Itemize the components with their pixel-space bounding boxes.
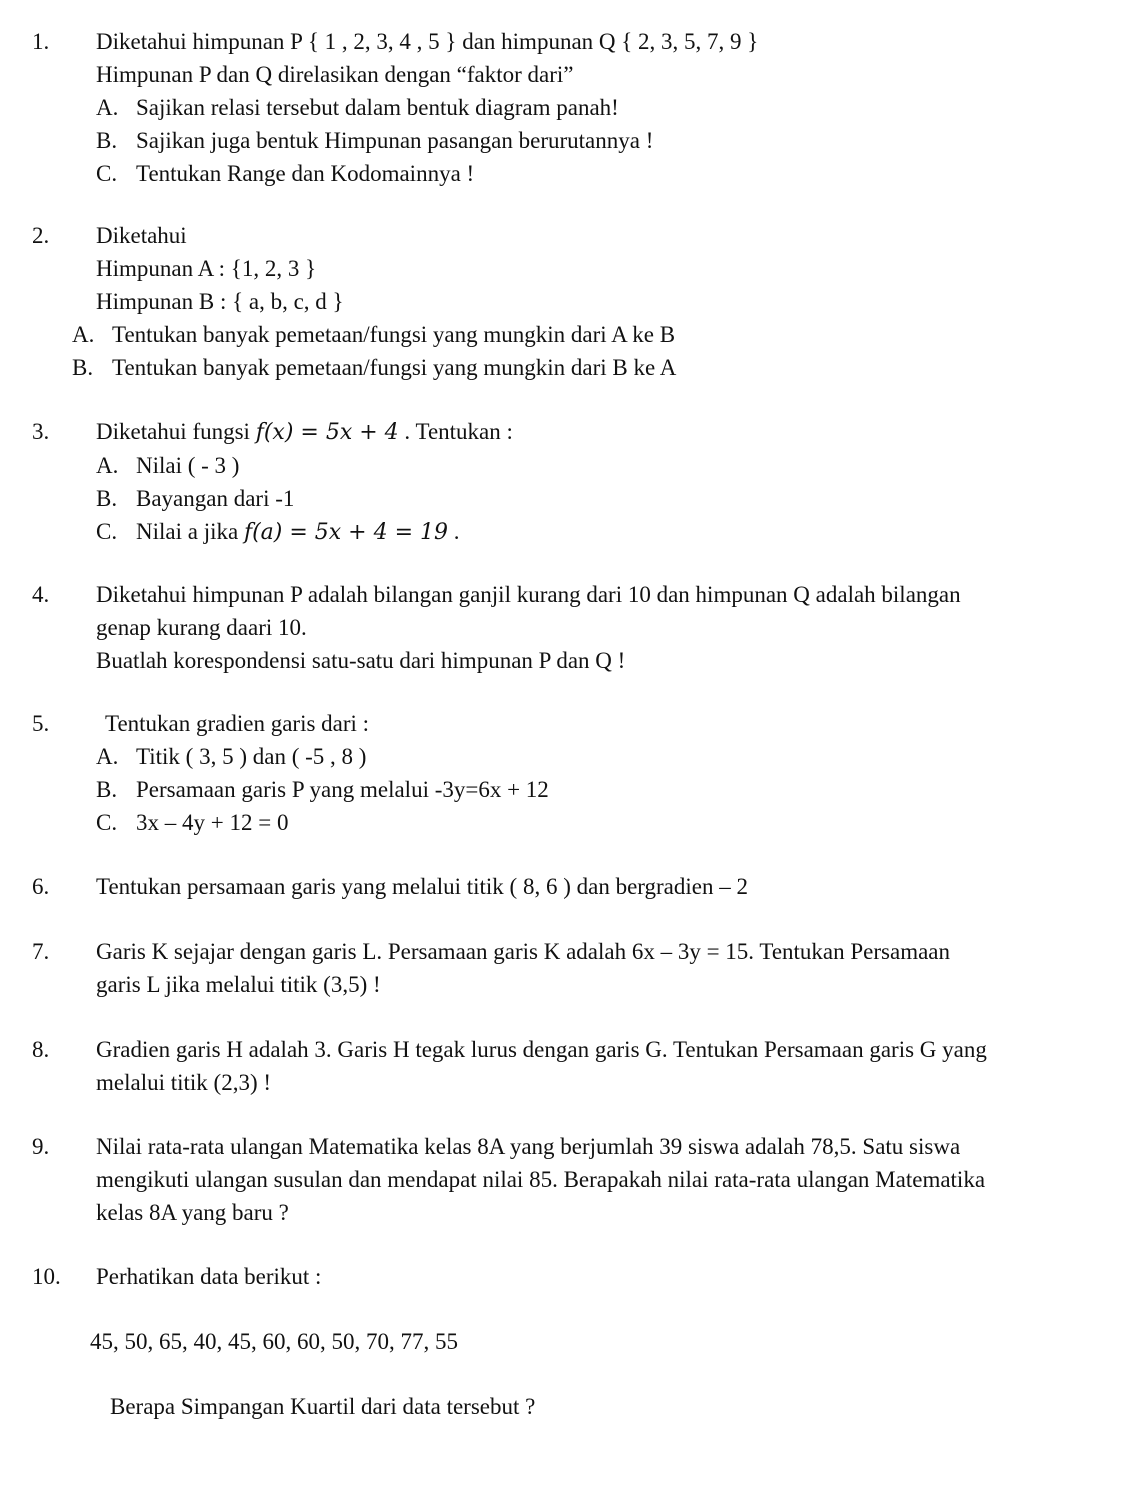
subquestion-a	[96, 449, 1127, 482]
question-text: Diketahui himpunan P adalah bilangan ganjil kurang dari 10 dan himpunan Q adalah bilangan	[96, 582, 961, 607]
question-text: garis L jika melalui titik (3,5) !	[96, 972, 381, 997]
question-9	[32, 1130, 1127, 1229]
subquestion-a	[96, 91, 1127, 124]
option-text: Sajikan relasi tersebut dalam bentuk diagram panah!	[136, 95, 619, 120]
question-10	[32, 1260, 1127, 1423]
option-label: A.	[72, 322, 95, 347]
question-text: mengikuti ulangan susulan dan mendapat nilai 85. Berapakah nilai rata-rata ulangan Matematika	[96, 1167, 986, 1192]
question-text: melalui titik (2,3) !	[96, 1070, 272, 1095]
data-values: 45, 50, 65, 40, 45, 60, 60, 50, 70, 77, 55	[90, 1329, 458, 1354]
option-label: C.	[96, 161, 118, 186]
option-label: B.	[96, 128, 118, 153]
option-text: Tentukan banyak pemetaan/fungsi yang mungkin dari B ke A	[112, 355, 677, 380]
option-label: B.	[72, 355, 94, 380]
question-number: 7.	[32, 939, 50, 964]
question-number: 3.	[32, 419, 50, 444]
question-number: 4.	[32, 582, 50, 607]
question-5	[32, 707, 1127, 839]
question-text: Nilai rata-rata ulangan Matematika kelas 8A yang berjumlah 39 siswa adalah 78,5. Satu siswa	[96, 1134, 961, 1159]
subquestion-b	[72, 351, 1127, 384]
option-text: Sajikan juga bentuk Himpunan pasangan berurutannya !	[136, 128, 654, 153]
question-text: Buatlah korespondensi satu-satu dari himpunan P dan Q !	[96, 648, 626, 673]
question-number: 5.	[32, 711, 50, 736]
option-label: C.	[96, 810, 118, 835]
subquestion-b	[96, 773, 1127, 806]
option-label: B.	[96, 486, 118, 511]
option-label: A.	[96, 744, 119, 769]
text-run: . Tentukan :	[404, 419, 513, 444]
subquestion-a	[96, 740, 1127, 773]
question-text: Berapa Simpangan Kuartil dari data tersebut ?	[110, 1394, 536, 1419]
option-text: Bayangan dari -1	[136, 486, 295, 511]
question-number: 9.	[32, 1134, 50, 1159]
question-number: 8.	[32, 1037, 50, 1062]
subquestion-c	[96, 515, 1127, 549]
option-text: Tentukan banyak pemetaan/fungsi yang mungkin dari A ke B	[112, 322, 676, 347]
subquestion-b	[96, 124, 1127, 157]
subquestion-c	[96, 157, 1127, 190]
question-1	[32, 25, 1127, 190]
subquestion-b	[96, 482, 1127, 515]
question-4	[32, 578, 1127, 677]
option-text: Nilai ( - 3 )	[136, 453, 240, 478]
question-number: 1.	[32, 29, 50, 54]
question-7	[32, 935, 1127, 1001]
text-run: Diketahui fungsi	[96, 419, 250, 444]
question-text: Himpunan P dan Q direlasikan dengan “faktor dari”	[96, 62, 574, 87]
question-2	[32, 219, 1127, 384]
equation-formula: f(a) = 5x + 4 = 19	[243, 520, 449, 545]
question-text: Gradien garis H adalah 3. Garis H tegak lurus dengan garis G. Tentukan Persamaan garis G yang	[96, 1037, 987, 1062]
option-label: B.	[96, 777, 118, 802]
subquestion-c	[96, 806, 1127, 839]
question-text: Himpunan A : {1, 2, 3 }	[96, 256, 317, 281]
option-text: .	[453, 519, 460, 544]
option-text: Tentukan Range dan Kodomainnya !	[136, 161, 475, 186]
question-number: 10.	[32, 1264, 61, 1289]
option-text: Persamaan garis P yang melalui -3y=6x + 12	[136, 777, 549, 802]
question-6	[32, 870, 1127, 903]
option-label: A.	[96, 453, 119, 478]
subquestion-a	[72, 318, 1127, 351]
option-text: 3x – 4y + 12 = 0	[136, 810, 289, 835]
question-text: Tentukan gradien garis dari :	[105, 711, 370, 736]
option-label: C.	[96, 519, 118, 544]
option-text: Titik ( 3, 5 ) dan ( -5 , 8 )	[136, 744, 367, 769]
question-text	[96, 415, 1127, 449]
question-number: 2.	[32, 223, 50, 248]
question-8	[32, 1033, 1127, 1099]
question-3	[32, 415, 1127, 549]
option-text: Nilai a jika	[136, 519, 239, 544]
question-text: Tentukan persamaan garis yang melalui titik ( 8, 6 ) dan bergradien – 2	[96, 874, 748, 899]
question-text: Perhatikan data berikut :	[96, 1264, 322, 1289]
function-formula: f(x) = 5x + 4	[255, 420, 399, 445]
question-text: genap kurang daari 10.	[96, 615, 307, 640]
question-text: Garis K sejajar dengan garis L. Persamaan garis K adalah 6x – 3y = 15. Tentukan Persamaan	[96, 939, 951, 964]
question-text: Diketahui	[96, 223, 187, 248]
question-text: kelas 8A yang baru ?	[96, 1200, 289, 1225]
question-text: Diketahui himpunan P { 1 , 2, 3, 4 , 5 } dan himpunan Q { 2, 3, 5, 7, 9 }	[96, 29, 759, 54]
question-number: 6.	[32, 874, 50, 899]
question-text: Himpunan B : { a, b, c, d }	[96, 289, 344, 314]
option-label: A.	[96, 95, 119, 120]
